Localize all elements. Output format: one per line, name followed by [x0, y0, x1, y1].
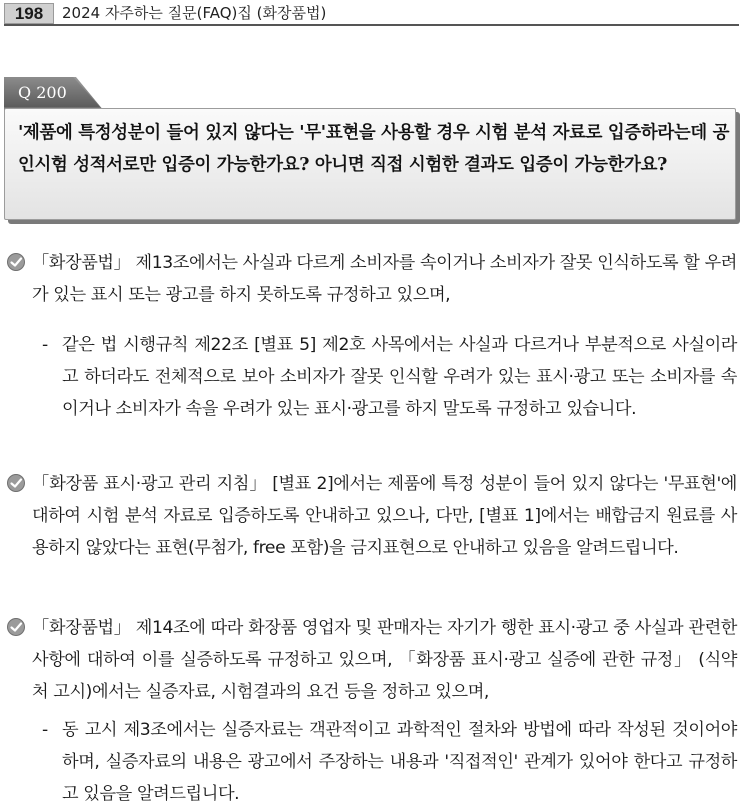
header-divider	[4, 24, 739, 26]
dash-marker: -	[42, 335, 49, 355]
question-label: Q 200	[18, 83, 67, 102]
answer-paragraph-3: 「화장품법」 제14조에 따라 화장품 영업자 및 판매자는 자기가 행한 표시·광고 중 사실과 관련한 사항에 대하여 이를 실증하도록 규정하고 있으며, 「화장품 표시·광고 실증에 관한 규정」 (식약처 고시)에서는 실증자료, 시험결과의 요건 등을 정하고 있으며,	[32, 618, 737, 702]
circle-bullet-icon	[6, 252, 26, 272]
page-number: 198	[4, 3, 54, 24]
question-text: '제품에 특정성분이 들어 있지 않다는 '무'표현을 사용할 경우 시험 분석 자료로 입증하라는데 공인시험 성적서로만 입증이 가능한가요? 아니면 직접 시험한 결과도 입증이 가능한가요?	[18, 123, 730, 175]
document-title: 2024 자주하는 질문(FAQ)집 (화장품법)	[62, 4, 327, 22]
page-header	[0, 0, 743, 27]
answer-subparagraph-3: 동 고시 제3조에서는 실증자료는 객관적이고 과학적인 절차와 방법에 따라 작성된 것이어야 하며, 실증자료의 내용은 광고에서 주장하는 내용과 '직접적인' 관계가 있어야 한다고 규정하고 있음을 알려드립니다.	[62, 720, 737, 804]
dash-marker: -	[42, 720, 49, 740]
circle-bullet-icon	[6, 473, 26, 493]
answer-paragraph-1: 「화장품법」 제13조에서는 사실과 다르게 소비자를 속이거나 소비자가 잘못 인식하도록 할 우려가 있는 표시 또는 광고를 하지 못하도록 규정하고 있으며,	[32, 253, 737, 305]
answer-subparagraph-1: 같은 법 시행규칙 제22조 [별표 5] 제2호 사목에서는 사실과 다르거나 부분적으로 사실이라고 하더라도 전체적으로 보아 소비자가 잘못 인식할 우려가 있는 표시·광고 또는 소비자를 속이거나 소비자가 속을 우려가 있는 표시·광고를 하지 말도록 규정하고 있습니다.	[62, 335, 737, 419]
answer-paragraph-2: 「화장품 표시·광고 관리 지침」 [별표 2]에서는 제품에 특정 성분이 들어 있지 않다는 '무표현'에 대하여 시험 분석 자료로 입증하도록 안내하고 있으나, 다만, [별표 1]에서는 배합금지 원료를 사용하지 않았다는 표현(무첨가, free 포함)을 금지표현으로 안내하고 있음을 알려드립니다.	[32, 474, 737, 558]
circle-bullet-icon	[6, 617, 26, 637]
